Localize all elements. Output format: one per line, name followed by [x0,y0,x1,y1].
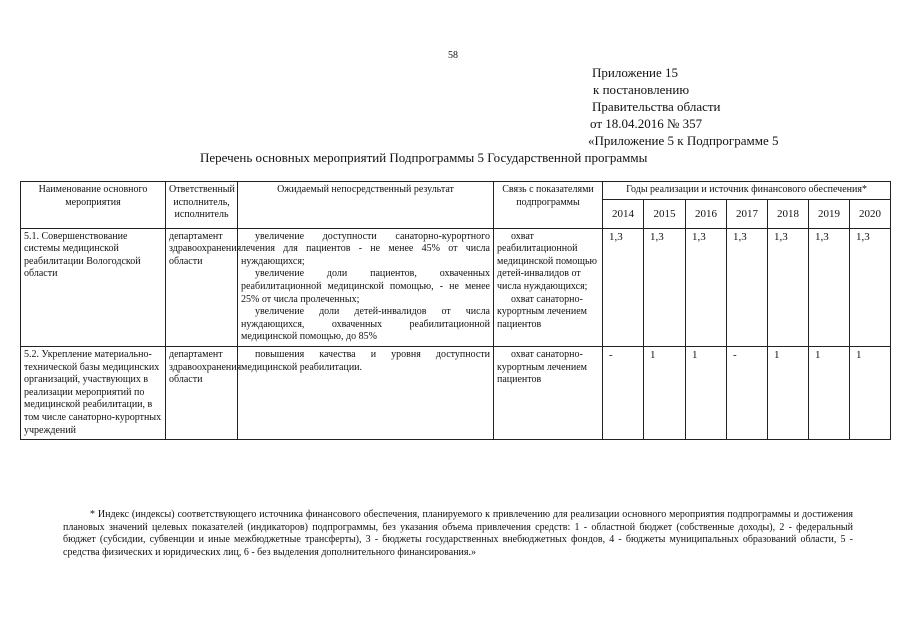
value-2017: 1,3 [727,228,768,346]
value-2019: 1 [809,346,850,439]
row-link [494,346,603,439]
value-2020: 1,3 [850,228,891,346]
year-2014: 2014 [603,199,644,228]
appendix-line: Правительства области [592,99,721,114]
header-result: Ожидаемый непосредственный результат [238,182,494,229]
row-link [494,228,603,346]
header-executor: Ответственный исполнитель, исполнитель [166,182,238,229]
value-2015: 1 [644,346,686,439]
header-name: Наименование основного мероприятия [21,182,166,229]
result-item: увеличение доли детей-инвалидов от числа нуждающихся, охваченных реабилитационной медицинской помощью, до 85% [241,306,490,343]
year-2017: 2017 [727,199,768,228]
value-2018: 1,3 [768,228,809,346]
value-2016: 1 [686,346,727,439]
table-header-row [21,182,891,200]
footnote [63,509,853,559]
header-years-group: Годы реализации и источник финансового обеспечения* [603,182,891,200]
link-item: охват санаторно-курортным лечением пациентов [497,293,587,330]
row-name: 5.1. Совершенствование системы медицинской реабилитации Вологодской области [21,228,166,346]
value-2014: 1,3 [603,228,644,346]
result-item: увеличение доли пациентов, охваченных реабилитационной медицинской помощью, - не менее 25% от числа пролеченных; [241,268,490,305]
result-item: увеличение доступности санаторно-курортного лечения для пациентов - не менее 45% от числа нуждающихся; [241,230,490,267]
value-2016: 1,3 [686,228,727,346]
appendix-line: «Приложение 5 к Подпрограмме 5 [588,133,779,148]
value-2019: 1,3 [809,228,850,346]
value-2015: 1,3 [644,228,686,346]
year-2016: 2016 [686,199,727,228]
value-2018: 1 [768,346,809,439]
year-2018: 2018 [768,199,809,228]
footnote-text: * Индекс (индексы) соответствующего источника финансового обеспечения, планируемого к привлечению для реализации основного мероприятия подпрограммы и достижения плановых значений целевых показателей (индикаторов) подпрограммы, без указания объема привлечения средств: 1 - областной бюджет (собственные доходы), 2 - федеральный бюджет (субсидии, субвенции и иные межбюджетные трансферты), 3 - бюджеты государственных внебюджетных фондов, 4 - бюджеты муниципальных образований области, 5 - средства физических и юридических лиц, 6 - без выделения дополнительного финансирования.» [63,509,853,558]
page-number: 58 [448,50,458,61]
value-2014: - [603,346,644,439]
header-link: Связь с показателями подпрограммы [494,182,603,229]
value-2020: 1 [850,346,891,439]
year-2015: 2015 [644,199,686,228]
year-2020: 2020 [850,199,891,228]
table-row [21,228,891,346]
appendix-header [588,64,779,149]
value-2017: - [727,346,768,439]
row-executor: департамент здравоохранения области [166,228,238,346]
row-name: 5.2. Укрепление материально-технической базы медицинских организаций, участвующих в реализации мероприятий по медицинской реабилитации, в том числе санаторно-курортных учреждений [21,346,166,439]
link-item: охват санаторно-курортным лечением пациентов [497,348,587,386]
row-result [238,346,494,439]
link-item: охват реабилитационной медицинской помощью детей-инвалидов от числа нуждающихся; [497,230,597,292]
appendix-line: к постановлению [593,82,690,97]
measures-table [20,181,891,440]
appendix-line: Приложение 15 [592,65,679,80]
table-row [21,346,891,439]
row-result [238,228,494,346]
appendix-line: от 18.04.2016 № 357 [590,116,703,131]
result-item: повышения качества и уровня доступности медицинской реабилитации. [241,348,490,373]
document-title: Перечень основных мероприятий Подпрограммы 5 Государственной программы [200,150,648,165]
year-2019: 2019 [809,199,850,228]
row-executor: департамент здравоохранения области [166,346,238,439]
